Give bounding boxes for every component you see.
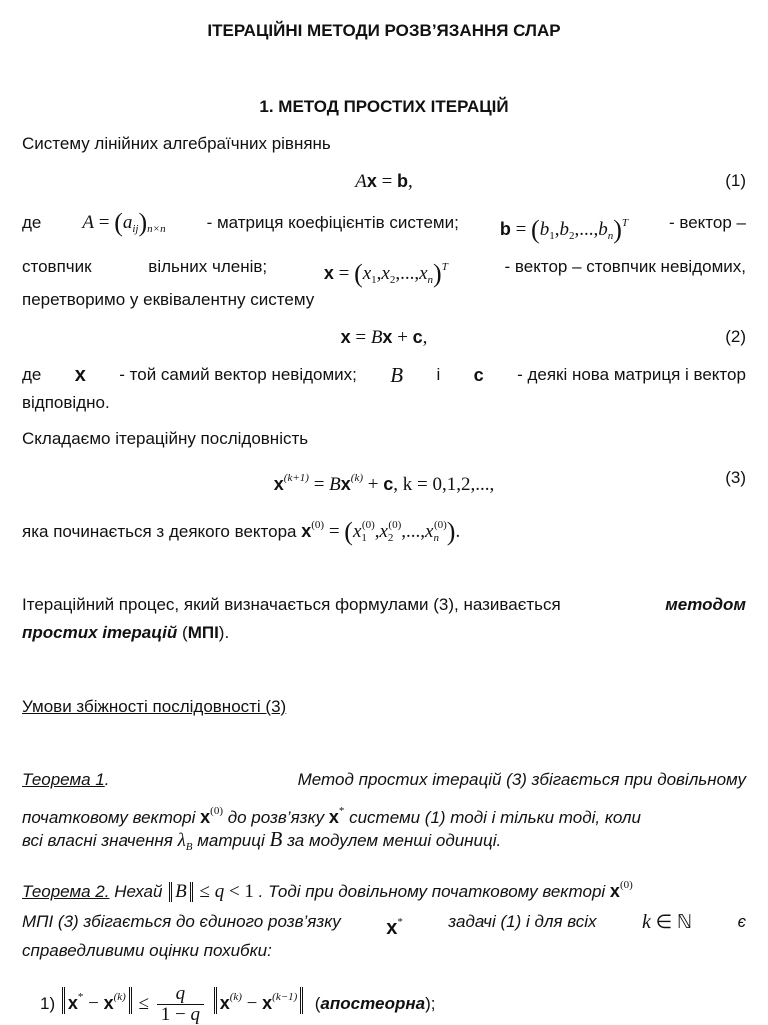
- same-vector-line: [22, 364, 746, 386]
- estimate-1-label: 1): [40, 994, 56, 1013]
- vector-b-formula: $b = (b_1,b_2,...,b_n)^T$: [499, 215, 628, 244]
- theorem-1-text-f: матриці: [197, 831, 265, 850]
- word-de: де: [22, 213, 42, 232]
- free-terms-text: вільних членів;: [148, 257, 268, 276]
- theorem-2-line-1: Теорема 2. Нехай B ≤ q < 1 . Тоді при довільному початковому векторі $x^{(0)}$: [22, 879, 633, 902]
- theorem-1-text-d: системи (1) тоді і тільки тоді, коли: [349, 808, 641, 827]
- theorem-2-text-e: є: [737, 912, 746, 931]
- initial-vector-formula: $x^{(0)} = (x_1^{(0)},x_2^{(0)},...,x_n^{(0)})$.: [301, 517, 461, 546]
- conditions-heading: Умови збіжності послідовності (3): [22, 697, 287, 716]
- initial-vector-line: [22, 514, 746, 549]
- matrix-description: - матриця коефіцієнтів системи;: [206, 213, 459, 232]
- starts-text: яка починається з деякого вектора: [22, 522, 297, 541]
- matrix-definition-line: [22, 208, 746, 247]
- method-term-a: методом: [665, 595, 746, 614]
- some-matrix-text: - деякі нова матриця і вектор: [517, 365, 746, 384]
- estimate-1-note: апостеорна: [320, 994, 426, 1013]
- equation-2-number: (2): [725, 327, 746, 346]
- respectively-text: відповідно.: [22, 393, 110, 412]
- section-heading: 1. МЕТОД ПРОСТИХ ІТЕРАЦІЙ: [259, 97, 509, 116]
- intro-text: Систему лінійних алгебраїчних рівнянь: [22, 134, 331, 153]
- matrix-formula: $A = (a_{ij})_{n\times n}$: [82, 208, 166, 237]
- equation-1: Ax = b, (1): [355, 171, 746, 192]
- theorem-2-text-d: задачі (1) і для всіх: [448, 912, 597, 931]
- theorem-2-text-c: МПІ (3) збігається до єдиного розв’язку: [22, 912, 341, 931]
- theorem-1-text-e: всі власні значення: [22, 831, 173, 850]
- compose-text: Складаємо ітераційну послідовність: [22, 429, 309, 448]
- symbol-c: c: [473, 365, 484, 385]
- free-terms-line: [22, 256, 746, 291]
- equation-2: x = Bx + c, (2): [340, 327, 746, 348]
- theorem-2-line-2: МПІ (3) збігається до єдиного розв’язку x* задачі (1) і для всіх k ∈ ℕ є: [22, 911, 746, 939]
- theorem-1-text-c: до розв’язку: [227, 808, 325, 827]
- theorem-1-text-g: за модулем менші одиниці.: [287, 831, 502, 850]
- theorem-2-label: Теорема 2.: [22, 882, 110, 901]
- theorem-1-line-2: початковому векторі $x^{(0)}$ до розв’язку x* системи (1) тоді і тільки тоді, коли: [22, 805, 641, 827]
- vector-word: - вектор –: [669, 213, 746, 232]
- theorem-1-line-1: Теорема 1. Метод простих ітерацій (3) збігається при довільному: [22, 770, 746, 789]
- word-stovpchyk: стовпчик: [22, 257, 92, 276]
- same-vector-text: - той самий вектор невідомих;: [119, 365, 357, 384]
- theorem-1-label: Теорема 1: [22, 770, 105, 789]
- symbol-B: B: [390, 363, 404, 387]
- word-i: і: [436, 365, 441, 384]
- theorem-2-text-a: Нехай: [114, 882, 163, 901]
- equation-1-number: (1): [725, 171, 746, 190]
- document-title: ІТЕРАЦІЙНІ МЕТОДИ РОЗВ’ЯЗАННЯ СЛАР: [207, 21, 561, 40]
- transform-text: перетворимо у еквівалентну систему: [22, 290, 315, 309]
- vector-x-formula: $x = (x_1,x_2,...,x_n)^T$: [323, 259, 448, 288]
- symbol-x: x: [74, 364, 86, 386]
- equation-3-number: (3): [725, 468, 746, 487]
- estimate-1: 1) $x^* - x^{(k)}$ ≤ $\frac{q}{1 - q}$ $x^{(k)} - x^{(k-1)}$ (апостеорна);: [40, 983, 436, 1025]
- equation-3-tail: , k = 0,1,2,...,: [393, 474, 495, 495]
- theorem-2-text-b: . Тоді при довільному початковому векторі: [258, 882, 606, 901]
- theorem-1-text-a: Метод простих ітерацій (3) збігається при довільному: [297, 770, 746, 789]
- process-line: [22, 594, 746, 616]
- method-name-line: простих ітерацій (МПІ).: [22, 623, 230, 642]
- theorem-1-line-3: всі власні значення $\lambda_B$ матриці B за модулем менші одиниці.: [22, 827, 502, 853]
- theorem-2-line-3: справедливими оцінки похибки:: [22, 941, 272, 960]
- unknowns-description: - вектор – стовпчик невідомих,: [504, 257, 746, 276]
- word-de-2: де: [22, 365, 42, 384]
- equation-3: $x^{(k+1)} = Bx^{(k)} + c$, k = 0,1,2,..., (3): [273, 468, 746, 495]
- theorem-1-text-b: початковому векторі: [22, 808, 196, 827]
- method-abbreviation: МПІ: [187, 623, 219, 642]
- method-term-b: простих ітерацій: [22, 623, 178, 642]
- process-text: Ітераційний процес, який визначається формулами (3), називається: [22, 595, 561, 614]
